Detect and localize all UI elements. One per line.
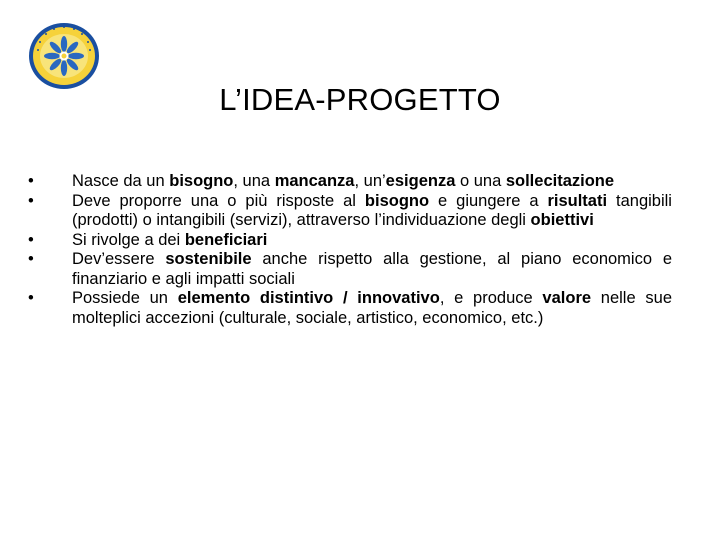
- bullet-emphasis: risultati: [547, 191, 608, 210]
- bullet-dot: •: [28, 230, 34, 249]
- bullet-item: [0, 192, 720, 231]
- bullet-text: , un’: [354, 172, 386, 190]
- bullet-item: [0, 172, 720, 192]
- bullet-dot: •: [28, 289, 34, 307]
- bullet-text: e giungere a: [429, 191, 548, 210]
- slide-title: [0, 82, 720, 118]
- bullet-item: [0, 250, 720, 289]
- bullet-emphasis: sostenibile: [165, 250, 252, 268]
- bullet-emphasis: mancanza: [274, 172, 355, 190]
- bullet-emphasis: valore: [542, 289, 592, 307]
- bullet-emphasis: esigenza: [385, 172, 456, 190]
- bullet-emphasis: beneficiari: [184, 230, 268, 249]
- bullet-text: Deve proporre una o più risposte al: [72, 191, 365, 210]
- bullet-dot: •: [28, 250, 34, 268]
- bullet-item: [0, 289, 720, 328]
- bullet-emphasis: bisogno: [364, 191, 430, 210]
- slide-title-text: L’IDEA-PROGETTO: [219, 82, 501, 117]
- bullet-text: anche rispetto alla gestione, al piano economico e finanziario e agli impatti sociali: [72, 250, 672, 288]
- bullet-emphasis: obiettivi: [530, 211, 594, 229]
- bullet-text: nelle sue molteplici accezioni (culturale, sociale, artistico, economico, etc.): [72, 289, 672, 327]
- bullet-dot: •: [28, 172, 34, 190]
- bullet-item: [0, 231, 720, 251]
- bullet-text: Nasce da un: [72, 172, 170, 190]
- bullet-text: Dev’essere: [72, 250, 166, 268]
- bullet-text: , una: [233, 172, 275, 190]
- bullet-text: Si rivolge a dei: [72, 230, 185, 249]
- bullet-emphasis: sollecitazione: [505, 172, 615, 190]
- bullet-dot: •: [28, 191, 34, 210]
- bullet-text: tangibili (prodotti) o intangibili (servizi), attraverso l’individuazione degli: [72, 191, 672, 229]
- bullet-emphasis: elemento distintivo / innovativo: [177, 289, 440, 307]
- bullet-emphasis: bisogno: [169, 172, 234, 190]
- bullet-text: o una: [455, 172, 506, 190]
- bullet-list: [0, 172, 720, 328]
- bullet-text: , e produce: [439, 289, 543, 307]
- bullet-text: Possiede un: [72, 289, 178, 307]
